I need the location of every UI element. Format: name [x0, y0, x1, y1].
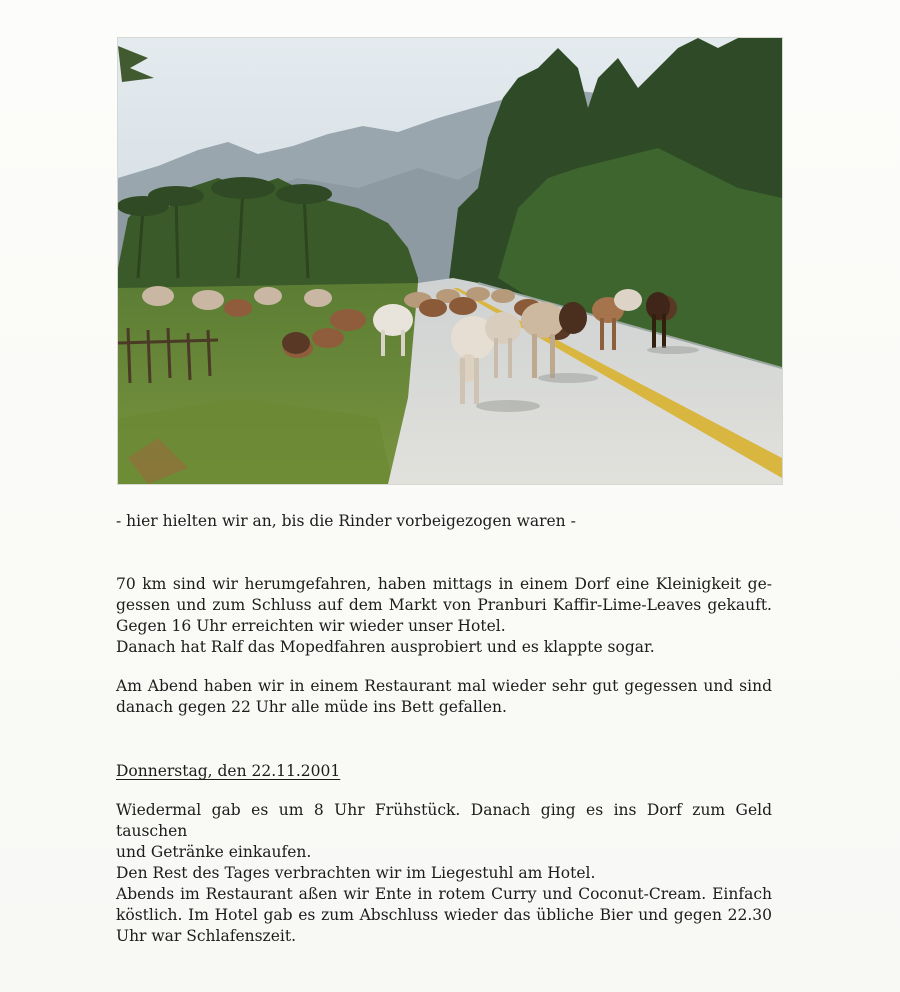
paragraph-evening [116, 676, 772, 718]
text-line: Gegen 16 Uhr erreichten wir wieder unser Hotel. [116, 617, 506, 635]
day-heading: Donnerstag, den 22.11.2001 [116, 762, 341, 780]
text-line: danach gegen 22 Uhr alle müde ins Bett gefallen. [116, 698, 507, 716]
paragraph-trip [116, 574, 772, 658]
text-line: und Getränke einkaufen. [116, 843, 312, 861]
paragraph-morning [116, 800, 772, 884]
text-line: gessen und zum Schluss auf dem Markt von Pranburi Kaffir-Lime-Leaves gekauft. [116, 596, 772, 614]
text-line: Am Abend haben wir in einem Restaurant mal wieder sehr gut gegessen und sind [116, 677, 772, 695]
text-line: Abends im Restaurant aßen wir Ente in rotem Curry und Coconut-Cream. Einfach [116, 885, 772, 903]
text-line: köstlich. Im Hotel gab es zum Abschluss wieder das übliche Bier und gegen 22.30 [116, 906, 772, 924]
text-line: Den Rest des Tages verbrachten wir im Liegestuhl am Hotel. [116, 864, 596, 882]
text-line: Danach hat Ralf das Mopedfahren ausprobiert und es klappte sogar. [116, 638, 655, 656]
paragraph-dinner [116, 884, 772, 947]
text-line: 70 km sind wir herumgefahren, haben mittags in einem Dorf eine Kleinigkeit ge- [116, 575, 772, 593]
photo-caption: - hier hielten wir an, bis die Rinder vorbeigezogen waren - [116, 512, 576, 530]
cattle-road-photo [118, 38, 782, 484]
text-line: Uhr war Schlafenszeit. [116, 927, 297, 945]
photo-illustration [118, 38, 782, 484]
text-line: Wiedermal gab es um 8 Uhr Frühstück. Danach ging es ins Dorf zum Geld tauschen [116, 801, 772, 840]
